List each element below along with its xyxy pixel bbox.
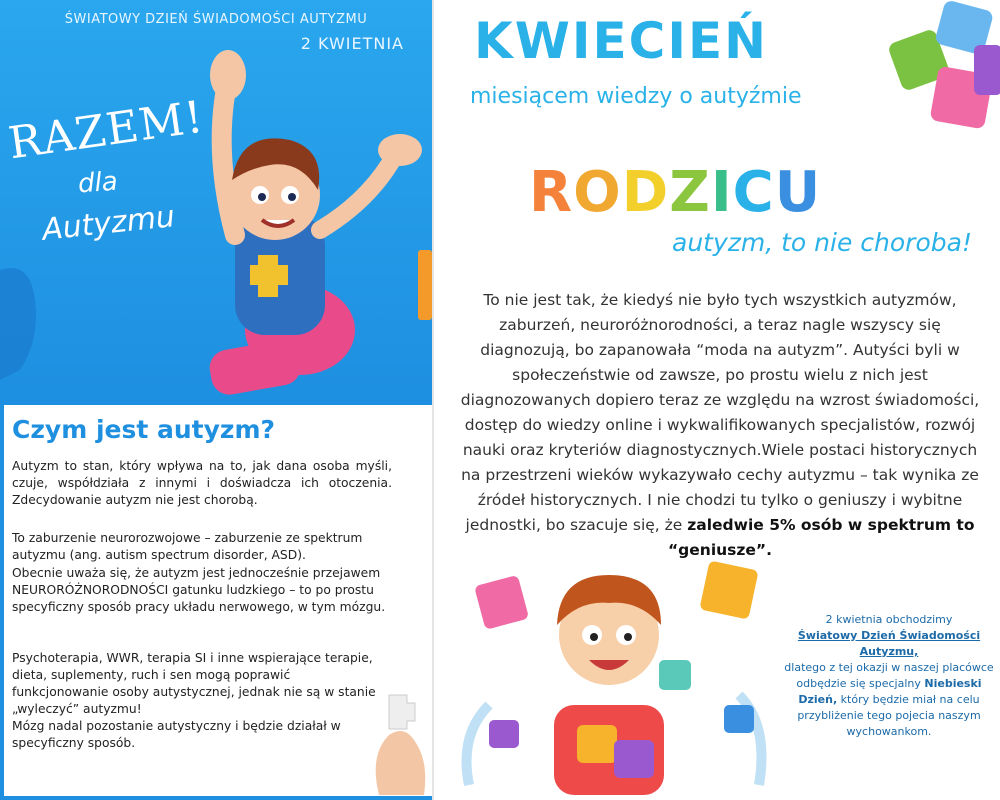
info-paragraph-5: Mózg nadal pozostanie autystyczny i będzie działał w specyficzny sposób. [12, 719, 341, 750]
rodzicu-letter: U [774, 160, 822, 225]
info-panel [0, 405, 432, 800]
autyzmu-text: Autyzmu [40, 199, 177, 248]
hand-with-puzzle-illustration [359, 675, 434, 795]
note-line-5: który będzie miał na celu przybliżenie tego pojecia naszym wychowankom. [797, 693, 981, 738]
dla-text: dla [77, 166, 119, 200]
body-paragraph: To nie jest tak, że kiedyś nie było tych wszystkich autyzmów, zaburzeń, neuroróżnorodności, a teraz nagle wszyscy się diagnozują, bo zapanowała “moda na autyzm”. Autyści byli w społeczeństwie od zawsze, po prostu wielu z nich jest diagnozowanych dopiero teraz ze względu na wzrost świadomości, dostęp do wiedzy online i wykwalifikowanych specjalistów, rozwój nauki oraz kryteriów diagnostycznych.Wiele postaci historycznych na przestrzeni wieków wykazywało cechy autyzmu – tak wynika ze źródeł historycznych. I nie chodzi tu tylko o geniuszy i wybitne jednostki, bo szacuje się, że [460, 291, 980, 534]
rodzicu-letter: Z [669, 160, 711, 225]
rodzicu-letter: R [529, 160, 574, 225]
info-title: Czym jest autyzm? [12, 415, 276, 444]
month-subtitle: miesiącem wiedzy o autyźmie [470, 84, 802, 109]
info-paragraph-3: Obecnie uważa się, że autyzm jest jednocześnie przejawem NEURORÓŻNORODNOŚCI gatunku ludzkiego – to po prostu specyficzny sposób pracy układu nerwowego, w tym mózgu. [12, 566, 386, 614]
note-line-2: Światowy Dzień Świadomości Autyzmu, [797, 629, 981, 658]
rodzicu-letter: D [621, 160, 670, 225]
right-panel [432, 0, 1000, 800]
rodzicu-letter: C [732, 160, 775, 225]
tagline: autyzm, to nie choroba! [672, 228, 972, 257]
boy-with-puzzles-illustration [449, 555, 779, 795]
body-text [456, 288, 984, 563]
note-line-4: Niebieski Dzień, [798, 677, 982, 706]
event-note [784, 612, 994, 740]
event-date: 2 KWIETNIA [300, 34, 404, 53]
body-bold: zaledwie 5% osób w spektrum to “geniusze”. [667, 516, 975, 559]
event-kicker: ŚWIATOWY DZIEŃ ŚWIADOMOŚCI AUTYZMU [64, 12, 368, 27]
rodzicu-letter: O [573, 160, 622, 225]
info-paragraph-1: Autyzm to stan, który wpływa na to, jak dana osoba myśli, czuje, współdziała z innymi i doświadcza ich otoczenia. Zdecydowanie autyzm nie jest chorobą. [12, 459, 392, 507]
hero-banner [0, 0, 432, 405]
info-paragraph-4: Psychoterapia, WWR, terapia SI i inne wspierające terapie, dieta, suplementy, ruch i sen mogą poprawić funkcjonowanie osoby autystycznej, jednak nie są w stanie „wyleczyć” autyzmu! [12, 651, 376, 716]
note-line-1: 2 kwietnia obchodzimy [825, 613, 953, 626]
note-line-3: dlatego z tej okazji w naszej placówce odbędzie się specjalny [784, 661, 994, 690]
razem-heading: RAZEM! [5, 91, 207, 170]
rodzicu-letter: I [710, 160, 733, 225]
rodzicu-heading [529, 160, 821, 225]
info-paragraph-2: To zaburzenie neurorozwojowe – zaburzenie ze spektrum autyzmu (ang. autism spectrum disorder, ASD). [12, 531, 363, 562]
puzzle-pieces-illustration [864, 0, 1000, 150]
month-title: KWIECIEŃ [474, 12, 768, 70]
hero-illustration [0, 0, 432, 405]
